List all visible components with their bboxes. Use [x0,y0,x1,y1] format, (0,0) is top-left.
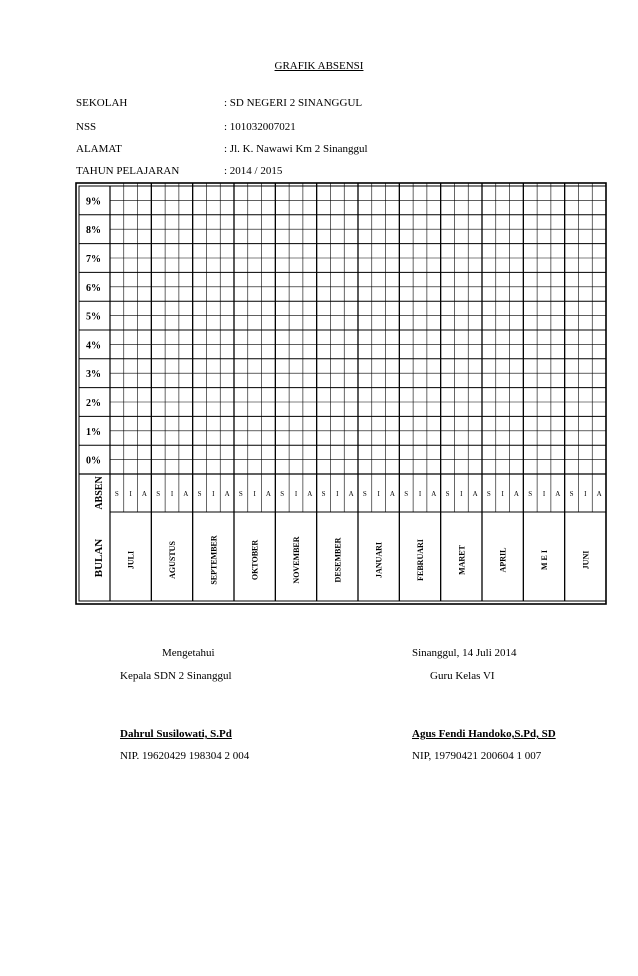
document-title: GRAFIK ABSENSI [274,60,364,72]
y-tick-label: 2% [86,398,101,409]
y-tick-label: 7% [86,254,101,265]
sub-column-label: S [321,490,326,498]
sub-column-label: I [129,490,132,498]
month-label: JANUARI [374,542,384,578]
left-sig-line1: Mengetahui [162,647,215,659]
grid-inner-frame [79,186,606,601]
right-sig-name: Agus Fendi Handoko,S.Pd, SD [412,728,556,740]
month-label: MARET [457,545,467,575]
month-label: APRIL [498,547,508,573]
sub-column-label: S [114,490,119,498]
month-label: NOVEMBER [292,536,301,584]
sub-column-label: S [569,490,574,498]
sub-column-label: I [294,490,298,498]
month-label: SEPTEMBER [209,535,219,585]
info-label: ALAMAT [76,143,122,155]
sub-column-label: I [460,490,463,498]
sub-column-label: I [418,490,422,498]
sub-column-label: A [348,490,354,498]
sub-column-label: A [431,490,437,498]
sub-column-label: S [528,490,533,498]
right-sig-line1: Sinanggul, 14 Juli 2014 [412,647,517,659]
sub-column-label: A [183,490,189,498]
sub-column-label: I [336,490,339,498]
sub-column-label: A [513,490,519,498]
month-label: OKTOBER [250,539,260,581]
bulan-label: BULAN [93,538,105,578]
sub-column-label: I [170,490,174,498]
sub-column-label: A [596,490,602,498]
y-tick-label: 4% [86,340,101,352]
info-label: TAHUN PELAJARAN [76,165,180,177]
sub-column-label: S [362,490,367,498]
y-tick-label: 9% [86,196,101,208]
sub-column-label: A [389,490,395,498]
info-label: SEKOLAH [76,97,128,109]
info-value: : 2014 / 2015 [224,165,283,177]
info-label: NSS [76,121,97,133]
sub-column-label: S [280,490,285,498]
y-tick-label: 5% [86,311,101,323]
right-sig-line2: Guru Kelas VI [430,670,495,682]
sub-column-label: S [445,490,450,498]
sub-column-label: I [501,490,504,498]
sub-column-label: I [584,490,587,498]
sub-column-label: A [555,490,561,498]
sub-column-label: A [307,490,313,498]
right-sig-nip: NIP, 19790421 200604 1 007 [412,750,542,762]
sub-column-label: I [253,490,256,498]
absen-label: ABSEN [94,476,105,510]
month-label: JUNI [581,550,591,570]
sub-column-label: S [404,490,409,498]
sub-column-label: S [156,490,161,498]
sub-column-label: A [265,490,271,498]
month-label: DESEMBER [333,537,343,583]
y-tick-label: 6% [86,282,101,294]
y-tick-label: 3% [86,369,101,381]
y-tick-label: 8% [86,225,101,237]
sub-column-label: I [212,490,215,498]
sub-column-label: I [542,490,546,498]
sub-column-label: A [472,490,478,498]
left-sig-nip: NIP. 19620429 198304 2 004 [120,750,250,762]
sub-column-label: A [141,490,147,498]
info-value: : 101032007021 [224,121,296,133]
info-value: : SD NEGERI 2 SINANGGUL [224,97,363,109]
sub-column-label: S [238,490,243,498]
left-sig-line2: Kepala SDN 2 Sinanggul [120,670,232,682]
month-label: AGUSTUS [168,541,177,579]
left-sig-name: Dahrul Susilowati, S.Pd [120,728,232,740]
sub-column-label: S [486,490,491,498]
y-tick-label: 1% [86,426,101,438]
sub-column-label: I [377,490,380,498]
sub-column-label: S [197,490,202,498]
y-tick-label: 0% [86,455,101,467]
month-label: FEBRUARI [416,539,425,581]
info-value: : Jl. K. Nawawi Km 2 Sinanggul [224,143,368,155]
month-label: M E I [540,550,549,570]
sub-column-label: A [224,490,230,498]
month-label: JULI [126,550,136,570]
